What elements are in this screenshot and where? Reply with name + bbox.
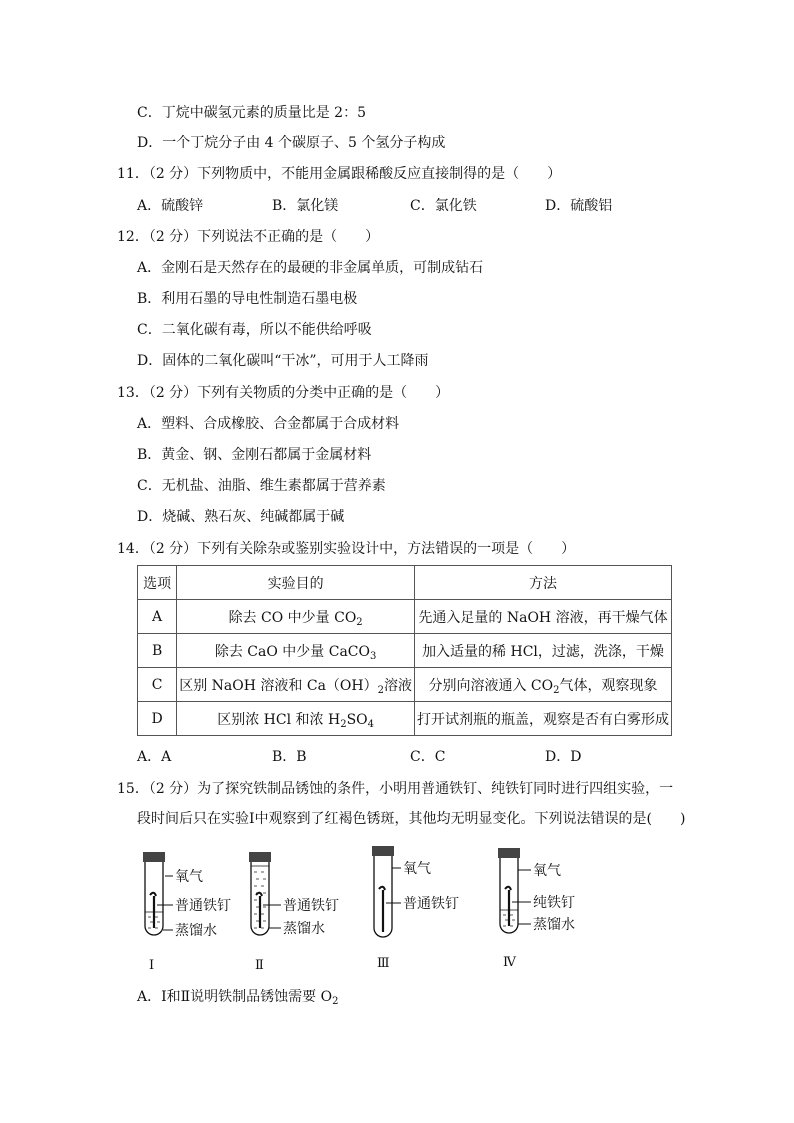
row-purpose bbox=[177, 702, 415, 736]
tube-4-stopper bbox=[498, 848, 520, 858]
table-row bbox=[138, 600, 672, 634]
tube-1 bbox=[143, 852, 231, 973]
q14-experiment-table bbox=[137, 565, 672, 736]
q14-option-b: B．B bbox=[272, 749, 307, 765]
table-row bbox=[138, 702, 672, 736]
q11-option-c: C．氯化铁 bbox=[410, 198, 477, 214]
tube-2-number: Ⅱ bbox=[255, 958, 264, 973]
row-purpose bbox=[177, 600, 415, 634]
row-purpose-sub: 2 bbox=[340, 718, 347, 730]
tube-1-number: Ⅰ bbox=[149, 958, 155, 973]
q14-stem: 14．（2 分）下列有关除杂或鉴别实验设计中，方法错误的一项是（ ） bbox=[117, 541, 576, 557]
q11-option-b: B．氯化镁 bbox=[272, 198, 339, 214]
row-purpose bbox=[177, 668, 415, 702]
q15-option-a-sub: 2 bbox=[332, 996, 339, 1007]
table-row bbox=[138, 668, 672, 702]
table-row bbox=[138, 634, 672, 668]
tube-1-oxygen-label: 氧气 bbox=[175, 869, 203, 885]
q13-option-c: C．无机盐、油脂、维生素都属于营养素 bbox=[137, 478, 386, 494]
tube-1-nail-label: 普通铁钉 bbox=[175, 898, 231, 914]
row-purpose-text: 除去 CO 中少量 CO bbox=[228, 609, 357, 626]
q15-option-a bbox=[137, 988, 338, 1006]
header-option: 选项 bbox=[138, 566, 177, 600]
q13-option-a: A．塑料、合成橡胶、合金都属于合成材料 bbox=[137, 416, 400, 432]
row-purpose bbox=[177, 634, 415, 668]
tube-1-water-label: 蒸馏水 bbox=[175, 923, 217, 939]
row-method-text: 分别向溶液通入 CO bbox=[428, 677, 554, 694]
q13-stem: 13．（2 分）下列有关物质的分类中正确的是（ ） bbox=[117, 385, 450, 401]
q13-option-d: D．烧碱、熟石灰、纯碱都属于碱 bbox=[137, 509, 345, 525]
q12-option-b: B．利用石墨的导电性制造石墨电极 bbox=[137, 291, 358, 307]
row-purpose-text: 除去 CaO 中少量 CaCO bbox=[214, 643, 370, 660]
table-header-row bbox=[138, 566, 672, 600]
q11-option-d: D．硫酸铝 bbox=[545, 198, 613, 214]
tube-1-stopper bbox=[143, 852, 165, 862]
tube-2-nail-label: 普通铁钉 bbox=[283, 898, 339, 914]
row-purpose-text-mid: SO bbox=[346, 711, 368, 728]
row-option: C bbox=[138, 668, 177, 702]
row-purpose-sub: 3 bbox=[370, 650, 377, 662]
q15-stem-line2: 段时间后只在实验Ⅰ中观察到了红褐色锈斑，其他均无明显变化。下列说法错误的是( ) bbox=[137, 811, 686, 827]
row-purpose-text: 区别 NaOH 溶液和 Ca（OH） bbox=[179, 677, 378, 694]
row-option: A bbox=[138, 600, 177, 634]
tube-3-number: Ⅲ bbox=[377, 956, 390, 971]
row-method-text-end: 气体，观察现象 bbox=[559, 677, 658, 694]
tube-3 bbox=[372, 846, 459, 971]
q15-option-a-text: A．Ⅰ和Ⅱ说明铁制品锈蚀需要 O bbox=[137, 989, 333, 1005]
row-method-text: 打开试剂瓶的瓶盖，观察是否有白雾形成 bbox=[417, 711, 669, 728]
row-purpose-text: 区别浓 HCl 和浓 H bbox=[217, 711, 341, 728]
q13-option-b: B．黄金、钢、金刚石都属于金属材料 bbox=[137, 447, 372, 463]
tube-3-stopper bbox=[372, 846, 394, 856]
row-method-text: 先通入足量的 NaOH 溶液，再干燥气体 bbox=[418, 609, 668, 626]
q15-stem-line1: 15．（2 分）为了探究铁制品锈蚀的条件，小明用普通铁钉、纯铁钉同时进行四组实验，一 bbox=[117, 781, 674, 797]
q12-option-d: D．固体的二氧化碳叫“干冰”，可用于人工降雨 bbox=[137, 353, 429, 369]
row-method-text: 加入适量的稀 HCl，过滤，洗涤，干燥 bbox=[422, 643, 664, 660]
row-purpose-sub: 2 bbox=[377, 684, 384, 696]
q15-experiment-figure bbox=[135, 840, 655, 980]
row-method-sub: 2 bbox=[553, 684, 560, 696]
tube-4-number: Ⅳ bbox=[503, 955, 516, 970]
q10-option-c: C．丁烷中碳氢元素的质量比是 2：5 bbox=[137, 105, 366, 121]
row-purpose-sub-2: 4 bbox=[367, 718, 375, 730]
tube-4-water-label: 蒸馏水 bbox=[533, 917, 575, 933]
q12-stem: 12．（2 分）下列说法不正确的是（ ） bbox=[117, 229, 380, 245]
q11-stem: 11．（2 分）下列物质中，不能用金属跟稀酸反应直接制得的是（ ） bbox=[117, 166, 562, 182]
q12-option-c: C．二氧化碳有毒，所以不能供给呼吸 bbox=[137, 322, 372, 338]
tube-2 bbox=[249, 852, 339, 973]
row-method bbox=[415, 668, 672, 702]
tube-4 bbox=[498, 848, 575, 970]
row-option: B bbox=[138, 634, 177, 668]
row-method bbox=[415, 702, 672, 736]
tube-2-stopper bbox=[249, 852, 271, 862]
q10-option-d: D．一个丁烷分子由 4 个碳原子、5 个氢分子构成 bbox=[137, 135, 446, 151]
tube-2-water-label: 蒸馏水 bbox=[283, 921, 325, 937]
header-method: 方法 bbox=[415, 566, 672, 600]
q14-option-d: D．D bbox=[545, 749, 582, 765]
row-purpose-sub: 2 bbox=[356, 616, 363, 628]
test-tubes-diagram bbox=[135, 840, 655, 980]
tube-4-nail-label: 纯铁钉 bbox=[533, 895, 575, 911]
row-purpose-text-end: 溶液 bbox=[384, 677, 412, 694]
row-method bbox=[415, 634, 672, 668]
tube-4-oxygen-label: 氧气 bbox=[533, 863, 561, 879]
row-option: D bbox=[138, 702, 177, 736]
q12-option-a: A．金刚石是天然存在的最硬的非金属单质，可制成钻石 bbox=[137, 260, 484, 276]
header-purpose: 实验目的 bbox=[177, 566, 415, 600]
tube-3-oxygen-label: 氧气 bbox=[403, 861, 431, 877]
q14-option-a: A．A bbox=[137, 749, 172, 765]
q14-option-c: C．C bbox=[410, 749, 446, 765]
row-method bbox=[415, 600, 672, 634]
tube-3-nail-label: 普通铁钉 bbox=[403, 896, 459, 912]
q11-option-a: A．硫酸锌 bbox=[137, 198, 204, 214]
